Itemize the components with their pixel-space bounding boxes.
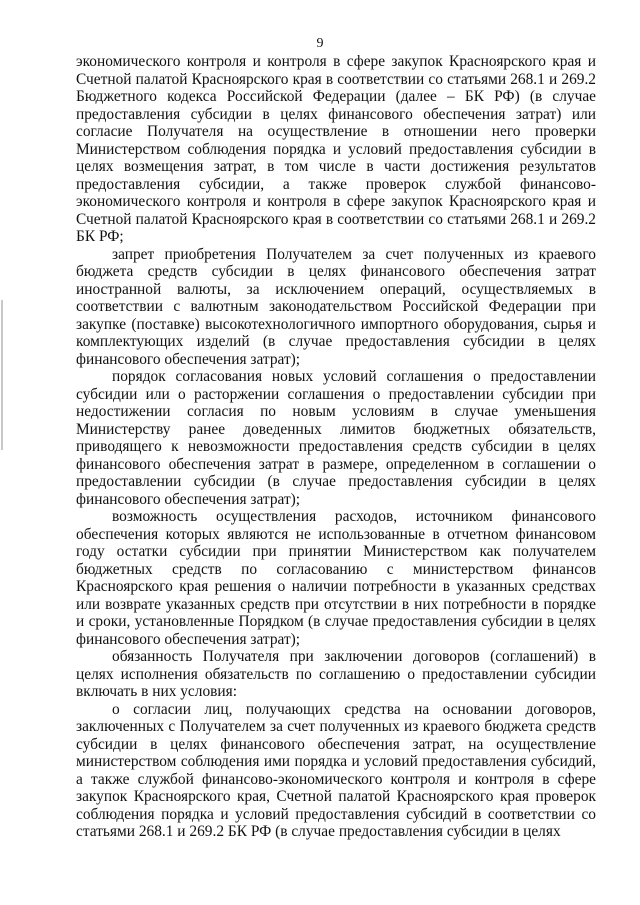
paragraph-unused-balances: возможность осуществления расходов, источником финансового обеспечения которых являются не использованные в отчетном финансовом году остатки субсидии при принятии Министерством как получателем бюджетных средств по согласованию с министерством финансов Красноярского края решения о наличии потребности в указанных средствах или возврате указанных средств при отсутствии в них потребности в порядке и сроки, установленные Порядком (в случае предоставления субсидии в целях финансового обеспечения затрат); xyxy=(76,508,596,648)
paragraph-currency-ban: запрет приобретения Получателем за счет полученных из краевого бюджета средств субсидии в целях финансового обеспечения затрат иностранной валюты, за исключением операций, осуществляемых в соответствии с валютным законодательством Российской Федерации при закупке (поставке) высокотехнологичного импортного оборудования, сырья и комплектующих изделий (в случае предоставления субсидии в целях финансового обеспечения затрат); xyxy=(76,245,596,368)
paragraph-new-conditions: порядок согласования новых условий соглашения о предоставлении субсидии или о расторжении соглашения о предоставлении субсидии при недостижении согласия по новым условиям в случае уменьшения Министерству ранее доведенных лимитов бюджетных обязательств, приводящего к невозможности предоставления средств субсидии в целях финансового обеспечения затрат в размере, определенном в соглашении о предоставлении субсидии (в случае предоставления субсидии в целях финансового обеспечения затрат); xyxy=(76,368,596,508)
page-number: 9 xyxy=(316,36,324,51)
scan-edge-mark xyxy=(1,300,3,450)
paragraph-third-party-consent: о согласии лиц, получающих средства на основании договоров, заключенных с Получателем за счет полученных из краевого бюджета средств субсидии в целях финансового обеспечения затрат, на осуществление министерством соблюдения ими порядка и условий предоставления субсидий, а также службой финансово-экономического контроля и контроля в сфере закупок Красноярского края, Счетной палатой Красноярского края проверок соблюдения порядка и условий предоставления субсидий в соответствии со статьями 268.1 и 269.2 БК РФ (в случае предоставления субсидии в целях xyxy=(76,700,596,840)
paragraph-control-consent: экономического контроля и контроля в сфере закупок Красноярского края и Счетной палатой Красноярского края в соответствии со статьями 268.1 и 269.2 Бюджетного кодекса Российской Федерации (далее – БК РФ) (в случае предоставления субсидии в целях финансового обеспечения затрат) или согласие Получателя на осуществление в отношении него проверки Министерством соблюдения порядка и условий предоставления субсидии в целях возмещения затрат, в том числе в части достижения результатов предоставления субсидии, а также проверок службой финансово-экономического контроля и контроля в сфере закупок Красноярского края и Счетной палатой Красноярского края в соответствии со статьями 268.1 и 269.2 БК РФ; xyxy=(76,53,596,245)
document-body xyxy=(76,53,596,841)
paragraph-recipient-obligation: обязанность Получателя при заключении договоров (соглашений) в целях исполнения обязательств по соглашению о предоставлении субсидии включать в них условия: xyxy=(76,648,596,700)
